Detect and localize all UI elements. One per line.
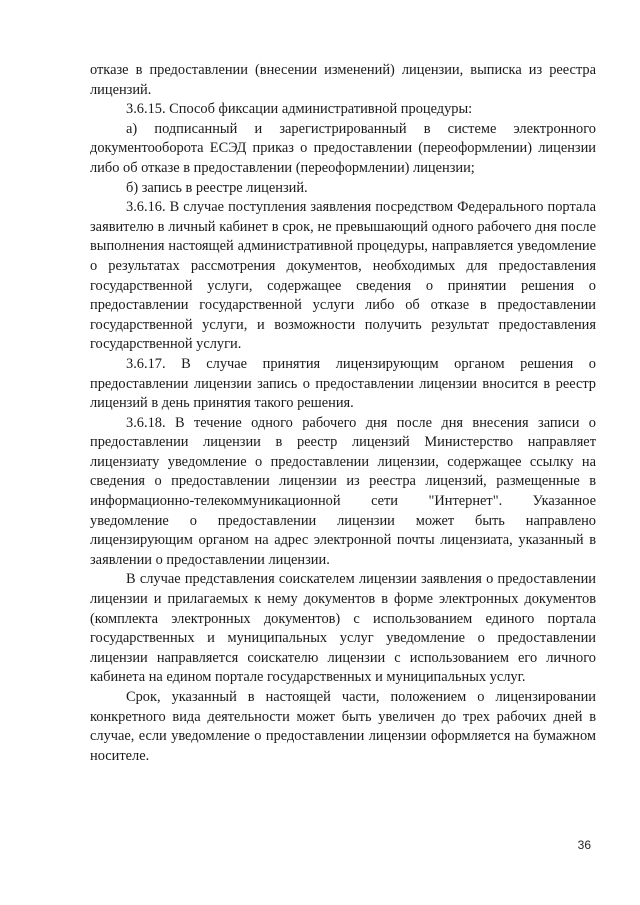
document-body — [90, 61, 596, 766]
paragraph-1: отказе в предоставлении (внесении изменений) лицензии, выписка из реестра лицензий. — [90, 62, 596, 98]
paragraph-5: 3.6.16. В случае поступления заявления посредством Федерального портала заявителю в личный кабинет в срок, не превышающий одного рабочего дня после выполнения настоящей административной процедуры, направляется уведомление о результатах рассмотрения документов, необходимых для предоставления государственной услуги, содержащее сведения о принятии решения о предоставлении государственной услуги либо об отказе в предоставлении государственной услуги, и возможности получить результат предоставления государственной услуги. — [90, 199, 596, 353]
paragraph-2: 3.6.15. Способ фиксации административной процедуры: — [126, 101, 473, 118]
paragraph-7: 3.6.18. В течение одного рабочего дня после дня внесения записи о предоставлении лицензии в реестр лицензий Министерство направляет лицензиату уведомление о предоставлении лицензии, содержащее ссылку на сведения о предоставлении лицензии из реестра лицензий, размещенные в информационно-телекоммуникационной сети "Интернет". Указанное уведомление о предоставлении лицензии может быть направлено лицензирующим органом на адрес электронной почты лицензиата, указанный в заявлении о предоставлении лицензии. — [90, 414, 596, 568]
paragraph-3: а) подписанный и зарегистрированный в системе электронного документооборота ЕСЭД приказ о предоставлении (переоформлении) лицензии либо об отказе в предоставлении (переоформлении) лицензии; — [90, 120, 596, 176]
paragraph-8: В случае представления соискателем лицензии заявления о предоставлении лицензии и прилагаемых к нему документов в форме электронных документов (комплекта электронных документов) с использованием единого портала государственных и муниципальных услуг уведомление о предоставлении лицензии направляется соискателю лицензии с использованием его личного кабинета на едином портале государственных и муниципальных услуг. — [90, 571, 596, 686]
paragraph-6: 3.6.17. В случае принятия лицензирующим органом решения о предоставлении лицензии запись о предоставлении лицензии вносится в реестр лицензий в день принятия такого решения. — [90, 355, 596, 412]
paragraph-4: б) запись в реестре лицензий. — [126, 179, 308, 196]
paragraph-9: Срок, указанный в настоящей части, положением о лицензировании конкретного вида деятельности может быть увеличен до трех рабочих дней в случае, если уведомление о предоставлении лицензии оформляется на бумажном носителе. — [90, 689, 596, 764]
page-number: 36 — [577, 838, 591, 852]
